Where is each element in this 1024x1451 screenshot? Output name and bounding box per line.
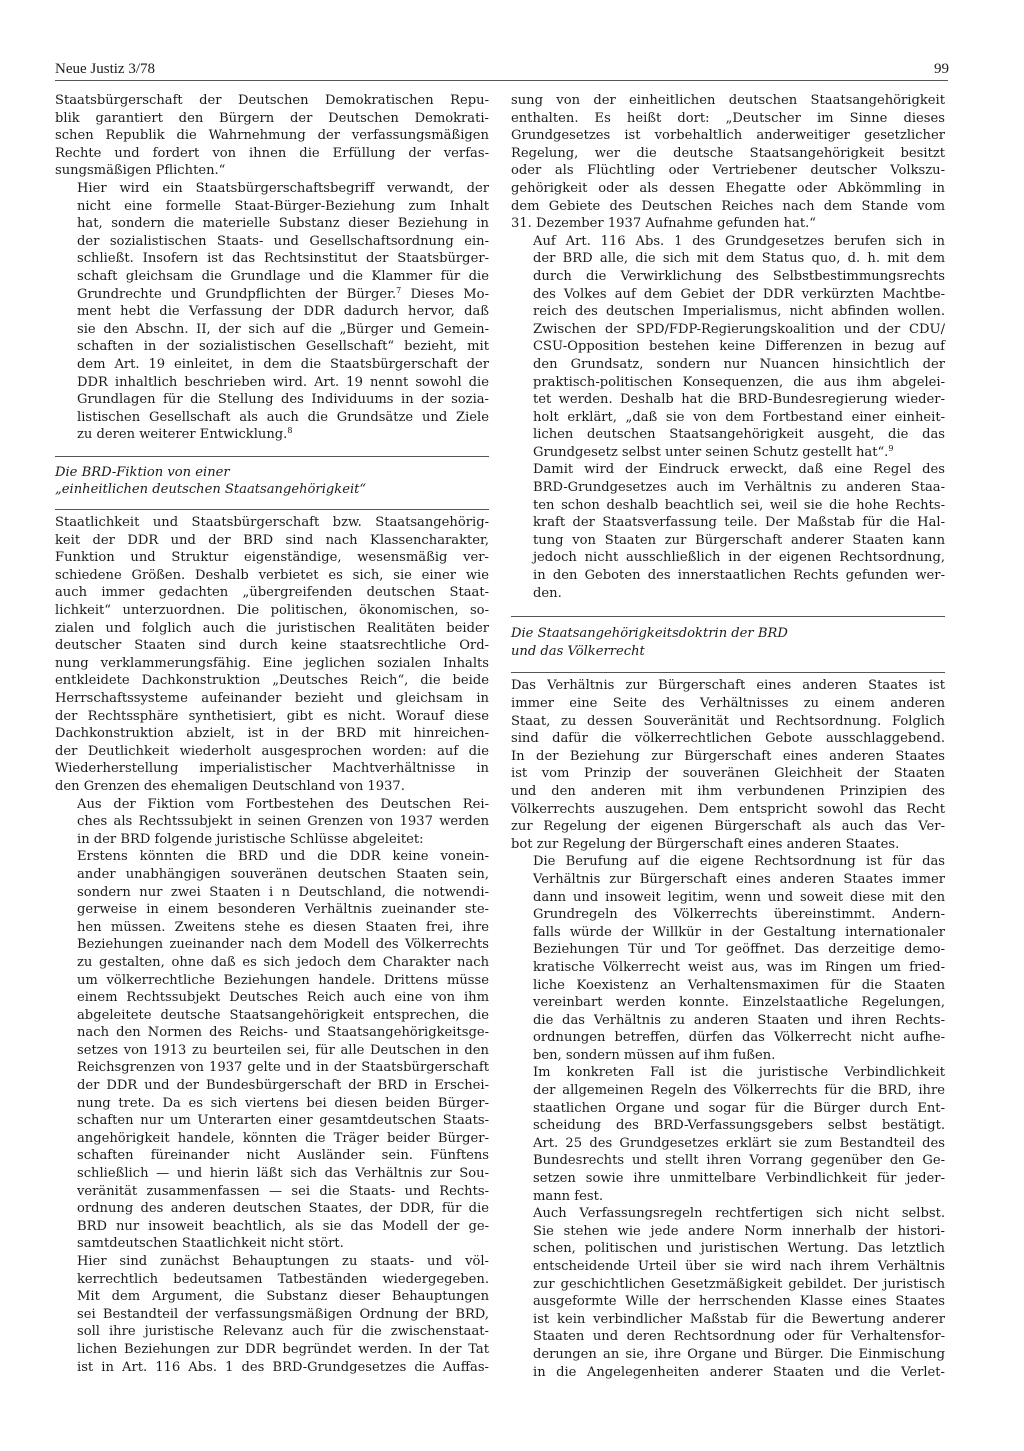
text-line: Reichsgrenzen von 1937 gelte und in der Staatsbürgerschaft [77, 1060, 489, 1076]
text-line: 31. Dezember 1937 Aufnahme gefunden hat.“ [511, 216, 816, 232]
paragraph [511, 1205, 945, 1381]
text-line: veränität zusammenfassen — sei die Staats- und Rechts- [77, 1183, 489, 1199]
text-line: keit der DDR und der BRD sind nach Klassencharakter, [55, 532, 489, 548]
paragraph [511, 461, 945, 602]
paragraph [511, 677, 945, 853]
text-line: holt erklärt, „daß sie von dem Fortbestand einer einheit- [533, 409, 945, 425]
text-line: Verhältnis zur Bürgerschaft eines anderen Staates immer [533, 871, 945, 887]
text-line: dann und insoweit legitim, wenn und soweit diese mit den [533, 889, 945, 905]
text-line: Beziehungen Tür und Tor geöffnet. Das derzeitige demo- [533, 942, 945, 958]
text-line: der DDR und der Bundesbürgerschaft der BRD in Erschei- [77, 1078, 489, 1094]
text-line: Grundgesetzes ist vorbehaltlich anderweitiger gesetzlicher [511, 128, 945, 144]
text-line: um völkerrechtliche Beziehungen handele. Drittens müsse [77, 972, 489, 988]
text-line: Beziehungen zueinander nach dem Modell des Völkerrechts [77, 937, 489, 953]
text-line: ordnung des anderen deutschen Staates, der DDR, für die [77, 1201, 489, 1217]
text-line: in die Angelegenheiten anderer Staaten und die Verlet- [533, 1364, 945, 1380]
paragraph [55, 92, 489, 180]
text-line [55, 426, 489, 444]
paragraph [55, 848, 489, 1253]
text-line: falls würde der Willkür in der Gestaltung internationaler [533, 924, 945, 940]
text-line: sungsmäßigen Pflichten.“ [55, 163, 226, 179]
text-line: Wiederherstellung imperialistischer Machtverhältnisse in [55, 761, 489, 777]
running-header-journal: Neue Justiz 3/78 [55, 61, 155, 77]
text-line: mann fest. [533, 1188, 603, 1204]
text-line: angehörigkeit handele, könnten die Träger beider Bürger- [77, 1130, 489, 1146]
text-line: Rechte und fordert von ihnen die Erfüllung der verfas- [55, 145, 489, 161]
right-column [511, 92, 945, 1381]
text-line: Zwischen der SPD/FDP-Regierungskoalition und der CDU/ [533, 321, 945, 337]
paragraph [55, 514, 489, 796]
text-line: Im konkreten Fall ist die juristische Verbindlichkeit [533, 1065, 945, 1081]
text-line: hen müssen. Zweitens stehe es diesen Staaten frei, ihre [77, 919, 489, 935]
text-line: nung verklammerungsfähig. Eine jeglichen sozialen Inhalts [55, 655, 489, 671]
text-line: ten schon deshalb beachtlich sei, weil sie die hohe Rechts- [533, 497, 945, 513]
text-line: entscheidende Urteil über sie wird nach ihrem Verhältnis [533, 1259, 945, 1274]
text-line: enthalten. Es heißt dort: „Deutscher im Sinne dieses [511, 110, 945, 126]
text-line: kerrechtlich bedeutsamen Tatbeständen wiedergegeben. [77, 1271, 489, 1287]
text-line: des Volkes auf dem Gebiet der DDR verkürzten Machtbe- [533, 286, 945, 302]
section-heading-staatsangehoerigkeitsdoktrin [511, 616, 945, 673]
text-line: ordnungen betreffen, dürfen das Völkerrecht nicht aufhe- [533, 1030, 945, 1046]
text-line: der sozialistischen Staats- und Gesellschaftsordnung ein- [77, 233, 489, 249]
text-line: Herrschaftssysteme aufeinander bezieht und gleichsam in [55, 691, 489, 706]
text-line: zur Regelung der eigenen Bürgerschaft als auch das Ver- [511, 819, 945, 835]
text-line: die das Verhältnis zu anderen Staaten und ihren Rechts- [533, 1012, 945, 1028]
text-line: dem Gebiete des Deutschen Reiches nach dem Stande vom [511, 198, 945, 214]
text-run: zu deren weiterer Entwicklung. [77, 427, 288, 443]
text-line: Hier sind zunächst Behauptungen zu staats- und völ- [77, 1254, 489, 1269]
left-column [55, 92, 489, 1376]
text-line: BRD nur insoweit beachtlich, als sie das Modell der ge- [77, 1218, 489, 1234]
text-line: ist kein verbindlicher Maßstab für die Bewertung anderer [533, 1311, 945, 1327]
text-line: liche Koexistenz an Verhaltensmaximen für die Staaten [533, 977, 945, 993]
header-rule [55, 80, 948, 81]
text-line: der Rechtssphäre synthetisiert, gibt es nicht. Worauf diese [55, 708, 489, 724]
text-line: den. [533, 585, 562, 601]
text-line: sei Bestandteil der verfassungsmäßigen Ordnung der BRD, [77, 1306, 489, 1322]
text-line: Staatsbürgerschaft der Deutschen Demokratischen Repu- [55, 93, 489, 108]
text-line: entkleidete Dachkonstruktion „Deutsches Reich“, die beide [55, 673, 489, 689]
paragraph [511, 233, 945, 462]
text-line: Die Berufung auf die eigene Rechtsordnung ist für das [533, 854, 945, 870]
paragraph [511, 853, 945, 1064]
text-line: oder als Flüchtling oder Vertriebener deutscher Volkszu- [511, 163, 945, 179]
text-line: ches als Rechtssubjekt in seinen Grenzen von 1937 werden [77, 814, 489, 830]
text-line: Auch Verfassungsregeln rechtfertigen sich nicht selbst. [533, 1206, 945, 1222]
text-run: Grundgesetz selbst unter seinen Schutz gestellt hat“. [533, 444, 889, 460]
text-line: BRD-Grundgesetzes auch im Verhältnis zu anderen Staa- [533, 480, 945, 496]
text-line: lichen deutschen Staatsangehörigkeit ausgeht, die das [533, 427, 945, 443]
text-line: der Deutlichkeit wiederholt ausgesprochen worden: auf die [55, 743, 489, 759]
text-line: schaften füreinander nicht Ausländer sein. Fünftens [77, 1148, 489, 1164]
page-number: 99 [934, 61, 949, 77]
text-line: Auf Art. 116 Abs. 1 des Grundgesetzes berufen sich in [533, 233, 945, 249]
text-line: ist in Art. 116 Abs. 1 des BRD-Grundgesetzes die Auffas- [77, 1359, 489, 1375]
text-line: tung von Staaten zur Bürgerschaft anderer Staaten kann [533, 532, 945, 548]
text-line: ist vom Prinzip der souveränen Gleichheit der Staaten [511, 766, 945, 782]
text-line: Staat, zu dessen Souveränität und Rechtsordnung. Folglich [511, 713, 945, 729]
text-line: Bundesrechts und stellt ihren Vorrang gegenüber den Ge- [533, 1153, 945, 1169]
section-title-line: und das Völkerrecht [511, 643, 645, 659]
text-line: in den Geboten des innerstaatlichen Rechts gefunden wer- [533, 568, 945, 584]
text-line: schließt. Insofern ist das Rechtsinstitut der Staatsbürger- [77, 251, 489, 267]
text-line: in der BRD folgende juristische Schlüsse abgeleitet: [77, 831, 424, 847]
text-line: reich des deutschen Imperialismus, nicht abfinden wollen. [533, 304, 945, 320]
text-line: und den anderen mit ihm verbundenen Prinzipien des [511, 783, 945, 799]
text-line: ment hebt die Verfassung der DDR dadurch hervor, daß [77, 304, 489, 320]
text-line: derungen an sie, ihre Organe und Bürger. Die Einmischung [533, 1346, 945, 1362]
text-line: schiedene Größen. Deshalb verbietet es sich, sie einer wie [55, 567, 489, 583]
section-title-line: „einheitlichen deutschen Staatsangehörigkeit“ [55, 482, 367, 498]
text-line: den Grenzen des ehemaligen Deutschland von 1937. [55, 778, 405, 794]
text-line: Mit dem Argument, die Substanz dieser Behauptungen [77, 1289, 489, 1305]
footnote-ref-8: 8 [287, 426, 293, 436]
text-line: den Grundsatz, sondern nur Nuancen hinsichtlich der [533, 356, 945, 372]
text-line: nicht eine formelle Staat-Bürger-Beziehung zum Inhalt [77, 198, 489, 214]
text-line: gehörigkeit oder als dessen Ehegatte oder Abkömmling in [511, 180, 945, 196]
text-line: zur geschichtlichen Gesetzmäßigkeit gebildet. Der juristisch [533, 1276, 945, 1292]
paragraph [511, 92, 945, 233]
text-line: CSU-Opposition bestehen keine Differenzen in bezug auf [533, 339, 945, 355]
text-line: lichkeit“ unterzuordnen. Die politischen, ökonomischen, so- [55, 603, 489, 619]
text-line: In der Beziehung zur Bürgerschaft eines anderen Staates [511, 748, 945, 764]
text-line: praktisch-politischen Konsequenzen, die aus ihm abgelei- [533, 374, 945, 390]
text-line: DDR inhaltlich beschrieben wird. Art. 19 nennt sowohl die [77, 374, 489, 390]
text-line: nung trete. Da es sich viertens bei diesen beiden Bürger- [77, 1095, 489, 1111]
text-line: sie den Abschn. II, der sich auf die „Bürger und Gemein- [77, 321, 489, 337]
text-line: hat, sondern die materielle Substanz dieser Beziehung in [77, 216, 489, 232]
text-line: der allgemeinen Regeln des Völkerrechts für die BRD, ihre [533, 1083, 945, 1099]
text-line: schließlich — und hierin läßt sich das Verhältnis zur Sou- [77, 1166, 489, 1182]
text-line: sind dafür die völkerrechtlichen Gebote ausschlaggebend. [511, 731, 945, 747]
text-line: samtdeutschen Staatlichkeit nicht stört. [77, 1236, 344, 1252]
text-line: setzen sowie ihre unmittelbare Verbindlichkeit für jeder- [533, 1171, 945, 1187]
section-title-line: Die Staatsangehörigkeitsdoktrin der BRD [511, 626, 788, 642]
text-line: deutscher Staaten sind durch keine staatsrechtliche Ord- [55, 638, 489, 654]
text-line: Funktion und Struktur eigenständige, wesensmäßig ver- [55, 550, 489, 566]
text-line: schaft gleichsam die Grundlage und die Klammer für die [77, 268, 489, 284]
text-line: Sie stehen wie jede andere Norm innerhalb der histori- [533, 1223, 945, 1239]
text-line: Hier wird ein Staatsbürgerschaftsbegriff verwandt, der [77, 180, 489, 196]
text-line: Dachkonstruktion abzielt, ist in der BRD mit hinreichen- [55, 726, 489, 742]
text-line: Grundregeln des Völkerrechts übereinstimmt. Andern- [533, 907, 945, 923]
text-line: tet werden. Deshalb hat die BRD-Bundesregierung wieder- [533, 392, 945, 408]
text-line: Regelung, wer die deutsche Staatsangehörigkeit besitzt [511, 145, 945, 161]
text-line: dem Art. 19 einleitet, in dem die Staatsbürgerschaft der [77, 356, 489, 372]
text-run: Dieses Mo- [401, 286, 489, 302]
text-line: Art. 25 des Grundgesetzes erklärt sie zum Bestandteil des [533, 1135, 945, 1151]
text-line: setzes von 1913 zu beurteilen sei, für alle Deutschen in den [77, 1042, 489, 1058]
text-line: vereinbart werden konnte. Einzelstaatliche Regelungen, [533, 995, 945, 1011]
text-line: auch immer gedachten „übergreifenden deutschen Staat- [55, 585, 489, 601]
text-line: staatlichen Organe und sogar für die Bürger durch Ent- [533, 1100, 945, 1116]
text-line: schen, politischen und juristischen Wertung. Das letztlich [533, 1241, 945, 1257]
text-line: lichen Beziehungen zur DDR begründet werden. In der Tat [77, 1341, 489, 1357]
paragraph [55, 796, 489, 849]
text-line: sondern nur zwei Staaten i n Deutschland, die notwendi- [77, 884, 489, 900]
section-heading-brd-fiktion [55, 456, 489, 510]
text-line: abgeleitete deutsche Staatsangehörigkeit entsprechen, die [77, 1007, 489, 1023]
text-line: Völkerrechts auszugehen. Dem entspricht sowohl das Recht [511, 801, 945, 817]
text-line: gerweise in einem besonderen Verhältnis zueinander ste- [77, 902, 489, 918]
text-line: Staatlichkeit und Staatsbürgerschaft bzw. Staatsangehörig- [55, 515, 489, 531]
text-line: Das Verhältnis zur Bürgerschaft eines anderen Staates ist [511, 678, 945, 694]
text-line: schaften nur um Unterarten einer gesamtdeutschen Staats- [77, 1113, 489, 1129]
text-line: jedoch nicht ausschließlich in der eigenen Rechtsordnung, [533, 550, 945, 566]
text-line: kratische Völkerrecht weist aus, was im Ringen um fried- [533, 959, 945, 975]
footnote-ref-9: 9 [888, 443, 894, 453]
text-line: soll ihre juristische Relevanz auch für die zwischenstaat- [77, 1324, 489, 1340]
text-line: ben, sondern müssen auf ihm fußen. [533, 1047, 776, 1063]
text-line: schen Republik die Wahrnehmung der verfassungsmäßigen [55, 128, 489, 144]
text-line: der BRD alle, die sich mit dem Status quo, d. h. mit dem [533, 251, 945, 267]
text-line: kraft der Staatsverfassung teile. Der Maßstab für die Hal- [533, 515, 945, 531]
text-line: einem Rechtssubjekt Deutsches Reich auch eine von ihm [77, 990, 489, 1006]
paragraph [55, 180, 489, 444]
text-run: Grundrechte und Grundpflichten der Bürger. [77, 286, 397, 302]
text-line: ander unabhängigen souveränen deutschen Staaten sein, [77, 866, 489, 882]
text-line: Aus der Fiktion vom Fortbestehen des Deutschen Rei- [77, 796, 489, 812]
text-line: Staaten und deren Rechtsordnung oder für Verhaltensfor- [533, 1329, 945, 1345]
paragraph [55, 1253, 489, 1376]
text-line: sung von der einheitlichen deutschen Staatsangehörigkeit [511, 93, 945, 108]
text-line: Damit wird der Eindruck erweckt, daß eine Regel des [533, 462, 945, 478]
text-line [511, 444, 945, 462]
text-line: durch die Verwirklichung des Selbstbestimmungsrechts [533, 268, 945, 284]
text-line: listischen Gesellschaft als auch die Grundsätze und Ziele [77, 409, 489, 425]
paragraph [511, 1064, 945, 1205]
text-line: immer eine Seite des Verhältnisses zu einem anderen [511, 696, 945, 711]
text-line: ausgeformte Wille der herrschenden Klasse eines Staates [533, 1294, 945, 1310]
text-line: Erstens könnten die BRD und die DDR keine vonein- [77, 849, 489, 865]
text-line: zialen und folglich auch die juristischen Realitäten beider [55, 620, 489, 636]
text-line: bot zur Regelung der Bürgerschaft eines anderen Staates. [511, 836, 900, 852]
text-line: nach den Normen des Reichs- und Staatsangehörigkeitsge- [77, 1025, 489, 1041]
text-line: scheidung des BRD-Verfassungsgebers selbst bestätigt. [533, 1118, 945, 1134]
text-line: zu gestalten, ohne daß es sich jedoch dem Charakter nach [77, 954, 489, 970]
text-line: Grundlagen für die Stellung des Individuums in der sozia- [77, 392, 489, 408]
section-title-line: Die BRD-Fiktion von einer [55, 464, 230, 480]
text-line: schaften in der sozialistischen Gesellschaft“ bezieht, mit [77, 339, 489, 355]
text-line: blik garantiert den Bürgern der Deutschen Demokrati- [55, 110, 489, 126]
text-line [55, 286, 489, 304]
footnote-ref-7: 7 [396, 285, 402, 295]
